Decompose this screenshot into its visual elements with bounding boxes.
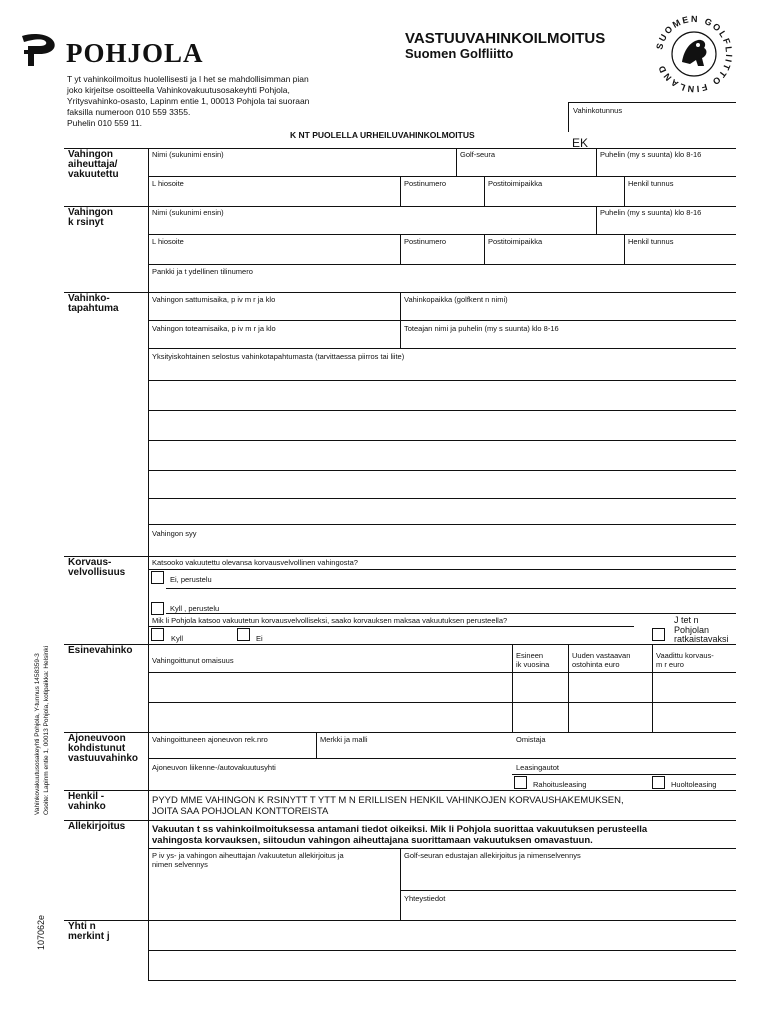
form-code: 107062e <box>36 914 46 950</box>
no-liable-checkbox[interactable] <box>151 571 164 584</box>
sufferer-name-field[interactable]: Nimi (sukunimi ensin) <box>152 208 224 217</box>
form-instruction: K NT PUOLELLA URHEILUVAHINKOLMOITUS <box>290 130 475 140</box>
pay-yes-checkbox[interactable] <box>151 628 164 641</box>
intro-line: Puhelin 010 559 11. <box>67 118 142 128</box>
item-age-label: Esineen ik vuosina <box>516 651 550 669</box>
causer-postal-code-field[interactable]: Postinumero <box>404 179 447 188</box>
description-area[interactable] <box>149 366 736 524</box>
intro-line: joko kirjeitse osoitteella Vahinkovakuutusosakeyhti Pohjola, <box>67 85 290 95</box>
maintenance-leasing-label: Huoltoleasing <box>671 780 717 789</box>
claim-number-field[interactable] <box>568 102 736 132</box>
q-insured-liable: Katsooko vakuutettu olevansa korvausvelvollinen vahingosta? <box>152 558 358 567</box>
personal-damage-text: PYYD MME VAHINGON K RSINYTT T YTT M N ERILLISEN HENKIL VAHINKOJEN KORVAUSHAKEMUKSEN, JOITA SAA POHJOLAN KONTTOREISTA <box>152 795 624 817</box>
pohjola-logo <box>20 32 220 68</box>
section-personal: Henkil - vahinko <box>68 791 106 812</box>
sufferer-personal-id-field[interactable]: Henkil tunnus <box>628 237 674 246</box>
maintenance-leasing-checkbox[interactable] <box>652 776 665 789</box>
section-causer: Vahingon aiheuttaja/ vakuutettu <box>68 149 119 180</box>
insured-signature-field[interactable]: P iv ys- ja vahingon aiheuttajan /vakuutetun allekirjoitus ja nimen selvennys <box>152 851 344 869</box>
causer-phone-field[interactable]: Puhelin (my s suunta) klo 8-16 <box>600 150 702 159</box>
claimed-amount-label: Vaadittu korvaus- m r euro <box>656 651 714 669</box>
intro-line: Yritysvahinko-osasto, Lapinm entie 1, 00013 Pohjola tai suoraan <box>67 96 310 106</box>
section-signature: Allekirjoitus <box>68 821 126 832</box>
event-place-field[interactable]: Vahinkopaikka (golfkent n nimi) <box>404 295 508 304</box>
leave-to-pohjola-checkbox[interactable] <box>652 628 665 641</box>
golf-federation-seal-icon <box>652 12 736 96</box>
company-side-line: Osoite: Lapinm entie 1, 00013 Pohjola, kotipaikka: Helsinki <box>43 645 50 815</box>
intro-text <box>67 74 309 129</box>
leave-to-pohjola-label: J tet n Pohjolan ratkaistavaksi <box>674 615 729 644</box>
contact-field[interactable]: Yhteystiedot <box>404 894 446 903</box>
owner-field[interactable]: Omistaja <box>516 735 546 744</box>
causer-post-office-field[interactable]: Postitoimipaikka <box>488 179 543 188</box>
intro-line: T yt vahinkoilmoitus huolellisesti ja l het se mahdollisimman pian <box>67 74 309 84</box>
yes-liable-checkbox[interactable] <box>151 602 164 615</box>
detector-field[interactable]: Toteajan nimi ja puhelin (my s suunta) klo 8-16 <box>404 324 559 333</box>
sufferer-address-field[interactable]: L hiosoite <box>152 237 184 246</box>
sufferer-postal-code-field[interactable]: Postinumero <box>404 237 447 246</box>
replacement-price-label: Uuden vastaavan ostohinta euro <box>572 651 631 669</box>
finance-leasing-checkbox[interactable] <box>514 776 527 789</box>
section-property: Esinevahinko <box>68 645 133 656</box>
company-side-line: Vahinkovakuutusosakeyhti Pohjola, Y-tunnus 1458359-3 <box>34 653 41 815</box>
form-title: VASTUUVAHINKOILMOITUS <box>405 30 606 47</box>
description-label: Yksityiskohtainen selostus vahinkotapahtumasta (tarvittaessa piirros tai liite) <box>152 352 405 361</box>
section-sufferer: Vahingon k rsinyt <box>68 207 113 228</box>
company-side-info <box>33 615 59 815</box>
causer-name-field[interactable]: Nimi (sukunimi ensin) <box>152 150 224 159</box>
causer-personal-id-field[interactable]: Henkil tunnus <box>628 179 674 188</box>
no-reasons-label: Ei, perustelu <box>170 575 212 584</box>
cause-field[interactable]: Vahingon syy <box>152 529 197 538</box>
declaration-text: Vakuutan t ss vahinkoilmoituksessa antamani tiedot oikeiksi. Mik li Pohjola suorittaa vakuutuksen perusteella vahingosta korvauksen, siitoudun vahingon aiheuttajana suorittamaan vakuutuksen omavastuun. <box>152 824 648 846</box>
detect-time-field[interactable]: Vahingon toteamisaika, p iv m r ja klo <box>152 324 276 333</box>
bear-logo-icon <box>20 32 60 68</box>
intro-line: faksilla numeroon 010 559 3355. <box>67 107 191 117</box>
damaged-property-field[interactable]: Vahingoittunut omaisuus <box>152 656 234 665</box>
pay-no-label: Ei <box>256 634 263 643</box>
causer-address-field[interactable]: L hiosoite <box>152 179 184 188</box>
claim-number-label: Vahinkotunnus <box>573 106 623 115</box>
ek-code: EK <box>572 136 589 150</box>
event-time-field[interactable]: Vahingon sattumisaika, p iv m r ja klo <box>152 295 276 304</box>
sufferer-phone-field[interactable]: Puhelin (my s suunta) klo 8-16 <box>600 208 702 217</box>
sufferer-post-office-field[interactable]: Postitoimipaikka <box>488 237 543 246</box>
finance-leasing-label: Rahoitusleasing <box>533 780 587 789</box>
leasing-label: Leasingautot <box>516 763 559 772</box>
insurer-field[interactable]: Ajoneuvon liikenne-/autovakuutusyhti <box>152 763 276 772</box>
causer-golf-club-field[interactable]: Golf-seura <box>460 150 496 159</box>
club-signature-field[interactable]: Golf-seuran edustajan allekirjoitus ja nimenselvennys <box>404 851 581 860</box>
brand-name: POHJOLA <box>66 38 204 68</box>
pay-yes-label: Kyll <box>171 634 184 643</box>
pay-no-checkbox[interactable] <box>237 628 250 641</box>
section-vehicle: Ajoneuvoon kohdistunut vastuuvahinko <box>68 733 139 764</box>
make-model-field[interactable]: Merkki ja malli <box>320 735 368 744</box>
sufferer-bank-field[interactable]: Pankki ja t ydellinen tilinumero <box>152 267 253 276</box>
section-company: Yhti n merkint j <box>68 921 110 942</box>
q-pohjola-payment: Mik li Pohjola katsoo vakuutetun korvausvelvolliseksi, saako korvauksen maksaa vakuutuksen perusteella? <box>152 616 508 625</box>
seal-text: SUOMEN GOLFLIITTO FINLAND <box>654 13 735 95</box>
section-liability: Korvaus- velvollisuus <box>68 557 126 578</box>
yes-reasons-label: Kyll , perustelu <box>170 604 220 613</box>
reg-no-field[interactable]: Vahingoittuneen ajoneuvon rek.nro <box>152 735 268 744</box>
section-event: Vahinko- tapahtuma <box>68 293 119 314</box>
form-subtitle: Suomen Golfliitto <box>405 46 514 61</box>
